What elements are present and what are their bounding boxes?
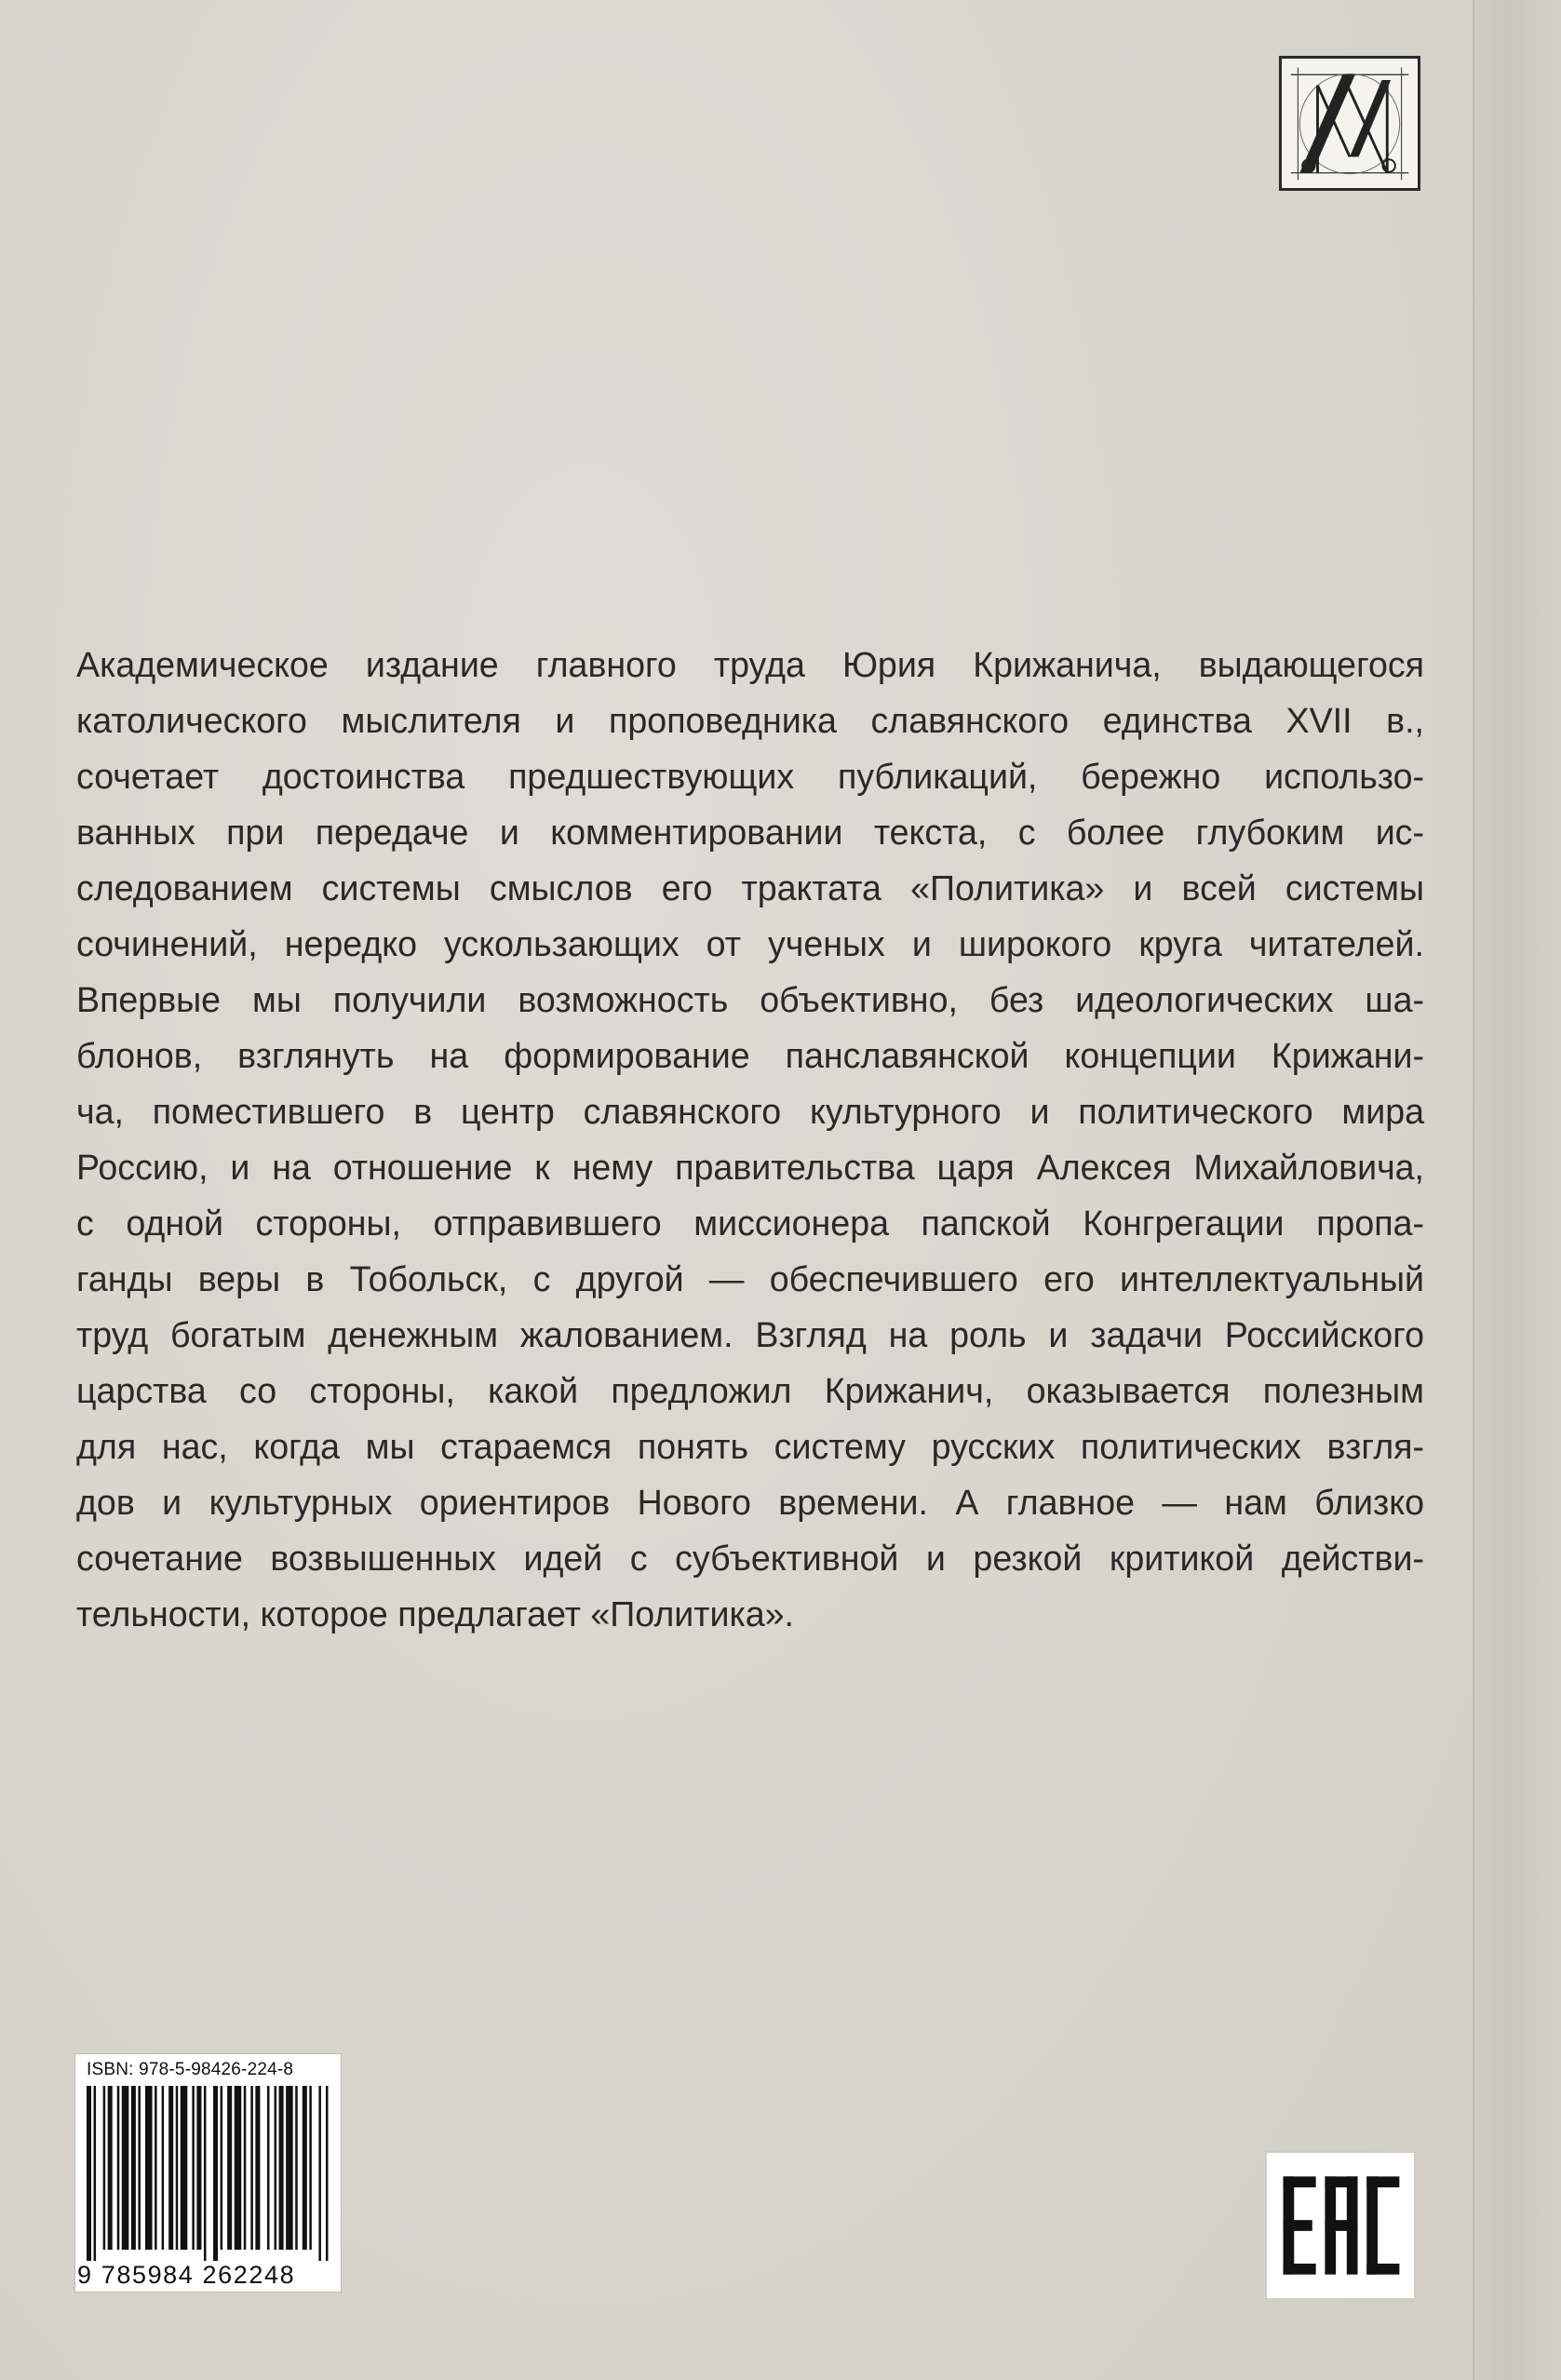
barcode-bar xyxy=(295,2086,298,2250)
barcode-bar xyxy=(87,2086,91,2261)
barcode-bar xyxy=(168,2086,173,2250)
annotation-line: католического мыслителя и проповедника славянского единства XVII в., xyxy=(76,701,1424,740)
annotation-line: для нас, когда мы стараемся понять систему русских политических взгля- xyxy=(76,1427,1424,1466)
annotation-line: следованием системы смыслов его трактата «Политика» и всей системы xyxy=(76,868,1424,908)
eac-certification-mark xyxy=(1265,2151,1416,2300)
annotation-line: Академическое издание главного труда Юрия Крижанича, выдающегося xyxy=(76,645,1424,684)
barcode-bar xyxy=(138,2086,141,2250)
barcode-bar xyxy=(181,2086,188,2250)
annotation-line: сочинений, нередко ускользающих от ученых и широкого круга читателей. xyxy=(76,924,1424,963)
barcode-bar xyxy=(176,2086,179,2250)
barcode-bar xyxy=(192,2086,195,2250)
barcode-bar xyxy=(267,2086,270,2250)
barcode-bar xyxy=(227,2086,232,2250)
barcode-bar xyxy=(318,2086,321,2261)
isbn-barcode-block xyxy=(74,2053,342,2293)
publisher-logo xyxy=(1279,56,1420,191)
barcode-bar xyxy=(162,2086,165,2250)
barcode-bar xyxy=(255,2086,260,2250)
barcode-bar xyxy=(155,2086,157,2250)
eac-mark-icon xyxy=(1267,2153,1414,2298)
barcode-bar xyxy=(326,2086,329,2261)
annotation-line: с одной стороны, отправившего миссионера папской Конгрегации пропа- xyxy=(76,1203,1424,1243)
publisher-monogram-AM-icon xyxy=(1282,59,1418,188)
barcode-bar xyxy=(103,2086,106,2250)
barcode-bar xyxy=(235,2086,242,2250)
barcode-icon xyxy=(87,2086,330,2261)
barcode-bar xyxy=(275,2086,277,2250)
annotation-line: царства со стороны, какой предложил Крижанич, оказывается полезным xyxy=(76,1371,1424,1410)
barcode-bar xyxy=(221,2086,223,2250)
barcode-bar xyxy=(204,2086,207,2261)
annotation-line: Впервые мы получили возможность объективно, без идеологических ша- xyxy=(76,980,1424,1019)
annotation-line: сочетает достоинства предшествующих публикаций, бережно использо- xyxy=(76,757,1424,796)
barcode-bar xyxy=(286,2086,293,2250)
barcode-bar xyxy=(279,2086,284,2250)
barcode-bar xyxy=(303,2086,307,2250)
book-annotation xyxy=(76,637,1424,1642)
annotation-line: сочетание возвышенных идей с субъективной и резкой критикой действи- xyxy=(76,1539,1424,1578)
barcode-bar xyxy=(250,2086,253,2250)
barcode-bar xyxy=(196,2086,201,2250)
annotation-line: блонов, взглянуть на формирование панславянской концепции Крижани- xyxy=(76,1036,1424,1075)
barcode-bar xyxy=(117,2086,120,2250)
barcode-bar xyxy=(108,2086,113,2250)
annotation-line: ча, поместившего в центр славянского культурного и политического мира xyxy=(76,1092,1424,1131)
barcode-bar xyxy=(244,2086,247,2250)
barcode-bar xyxy=(309,2086,312,2250)
barcode-digits: 9 785984 262248 xyxy=(77,2261,296,2289)
annotation-line: труд богатым денежным жалованием. Взгляд на роль и задачи Российского xyxy=(76,1315,1424,1354)
annotation-line: тельности, которое предлагает «Политика». xyxy=(76,1594,794,1634)
book-spine-edge xyxy=(1473,0,1561,2380)
annotation-line: Россию, и на отношение к нему правительства царя Алексея Михайловича, xyxy=(76,1148,1424,1187)
barcode-bar xyxy=(94,2086,97,2261)
annotation-line: ганды веры в Тобольск, с другой — обеспечившего его интеллектуальный xyxy=(76,1259,1424,1298)
barcode-bar xyxy=(145,2086,153,2250)
barcode-bar xyxy=(131,2086,136,2250)
annotation-line: ванных при передаче и комментировании текста, с более глубоким ис- xyxy=(76,813,1424,852)
annotation-line: дов и культурных ориентиров Нового времени. А главное — нам близко xyxy=(76,1483,1424,1522)
barcode-bar xyxy=(213,2086,218,2261)
barcode-bar xyxy=(122,2086,129,2250)
isbn-label: ISBN: 978-5-98426-224-8 xyxy=(87,2060,294,2079)
